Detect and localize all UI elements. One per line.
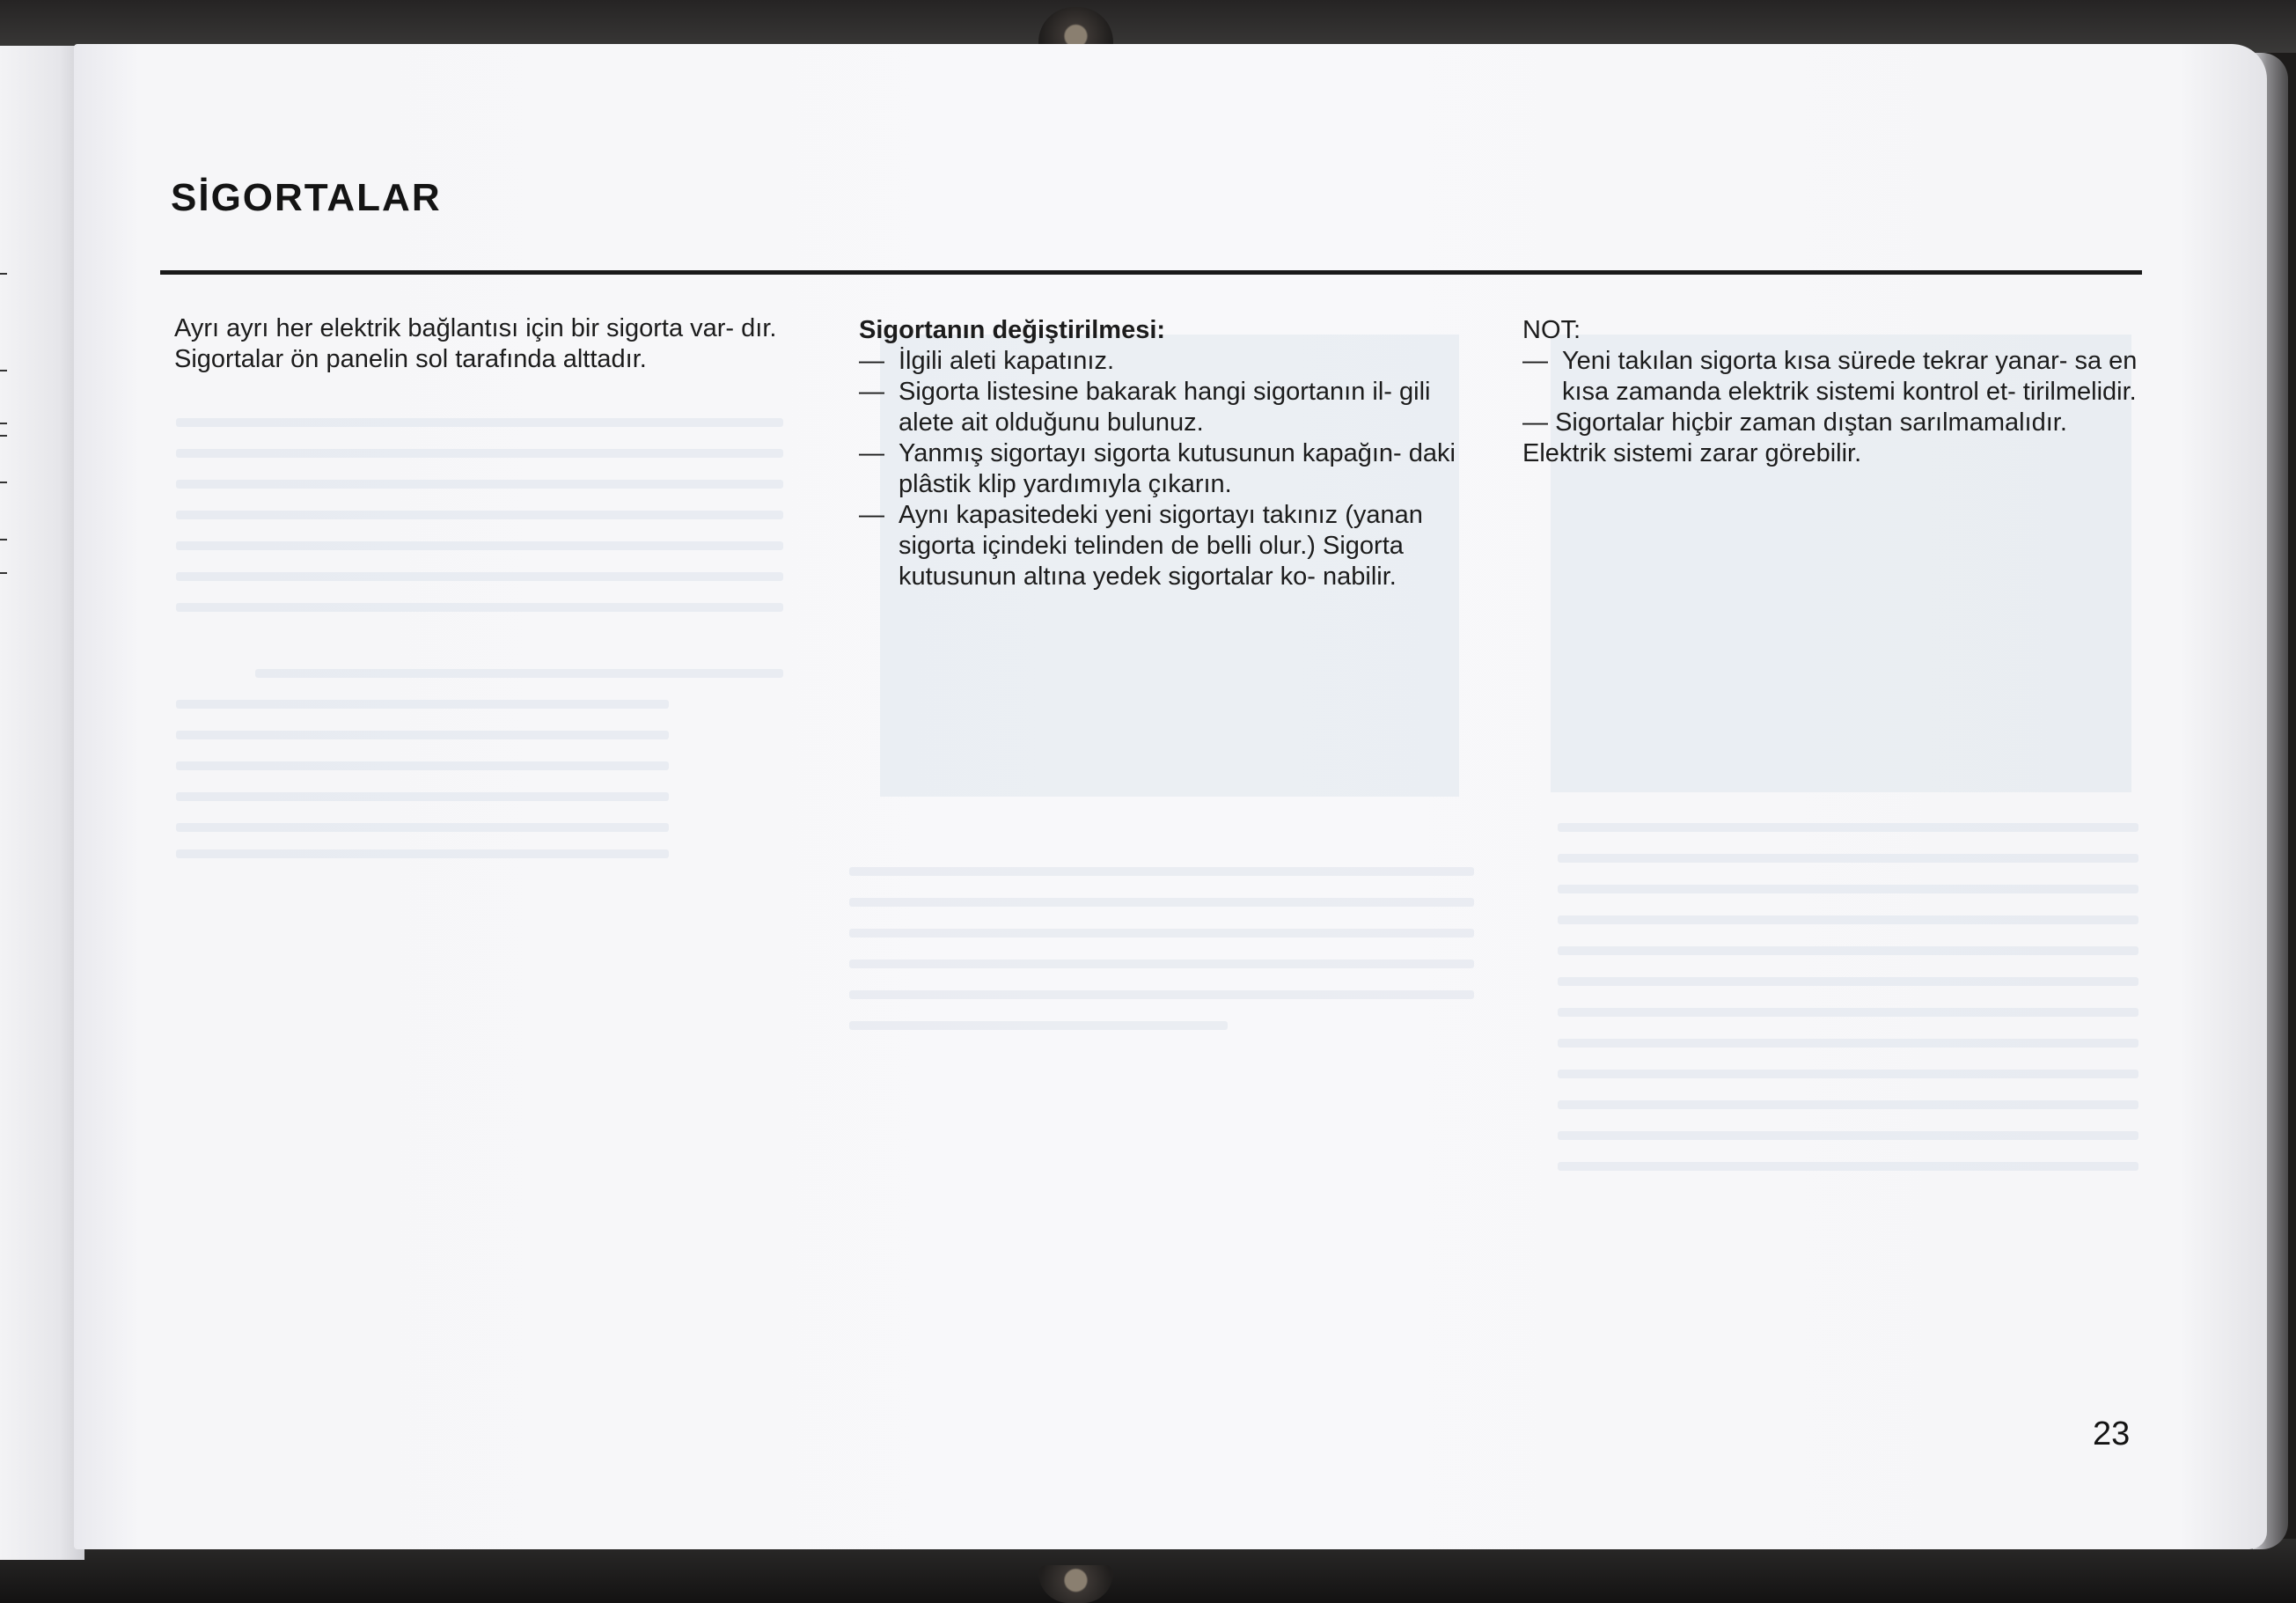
note-closing: Elektrik sistemi zarar görebilir. xyxy=(1522,439,1862,467)
note-item xyxy=(1522,346,2147,408)
intro-paragraph: Sigortalar ön panelin sol tarafında alttadır. xyxy=(174,345,647,373)
replacement-step-text: Sigorta listesine bakarak hangi sigortanın il- gili alete ait olduğunu bulunuz. xyxy=(899,378,1431,437)
intro-paragraph: Ayrı ayrı her elektrik bağlantısı için bir sigorta var- dır. xyxy=(174,314,777,342)
list-dash: — xyxy=(1522,347,1548,375)
list-dash: — xyxy=(859,439,884,467)
note-item xyxy=(1522,408,2147,438)
replacement-column xyxy=(859,315,1493,592)
replacement-step xyxy=(859,377,1493,438)
replacement-step xyxy=(859,346,1493,377)
replacement-step-text: İlgili aleti kapatınız. xyxy=(899,347,1115,375)
list-dash: — xyxy=(1522,408,1548,437)
replacement-step-text: Aynı kapasitedeki yeni sigortayı takınız (yanan sigorta içindeki telinden de belli olur.) Sigorta kutusunun altına yedek sigortalar ko- nabilir. xyxy=(899,501,1423,591)
note-column xyxy=(1522,315,2147,469)
note-item-text: Yeni takılan sigorta kısa sürede tekrar yanar- sa en kısa zamanda elektrik sistemi kontrol et- tirilmelidir. xyxy=(1562,347,2138,406)
replacement-step xyxy=(859,438,1493,500)
page-title: SİGORTALAR xyxy=(171,176,442,219)
replacement-step-text: Yanmış sigortayı sigorta kutusunun kapağın- daki plâstik klip yardımıyla çıkarın. xyxy=(899,439,1456,498)
list-dash: — xyxy=(859,501,884,529)
list-dash: — xyxy=(859,378,884,406)
note-item-text: Sigortalar hiçbir zaman dıştan sarılmamalıdır. xyxy=(1555,408,2067,437)
title-rule xyxy=(160,270,2142,275)
replacement-heading: Sigortanın değiştirilmesi: xyxy=(859,316,1166,344)
replacement-step xyxy=(859,500,1493,592)
intro-column xyxy=(174,313,808,375)
previous-page-edge xyxy=(0,46,84,1560)
page-number: 23 xyxy=(2093,1415,2131,1452)
list-dash: — xyxy=(859,347,884,375)
note-heading: NOT: xyxy=(1522,316,1581,344)
